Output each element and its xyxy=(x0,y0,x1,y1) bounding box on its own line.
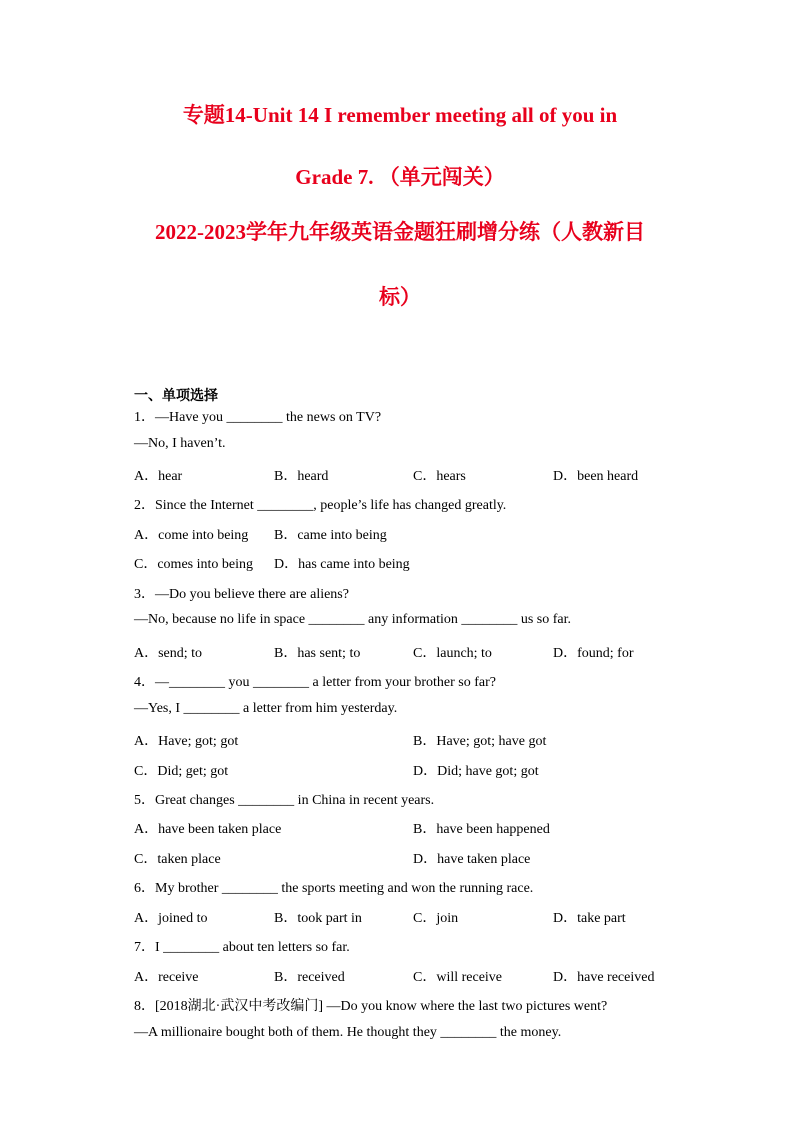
q6-option-d: D．take part xyxy=(553,911,626,926)
q5-option-d: D．have taken place xyxy=(413,852,531,867)
question-2-stem: 2．Since the Internet ________, people’s life has changed greatly. xyxy=(134,498,507,513)
title-line-4: 标） xyxy=(379,285,421,309)
q5-option-b: B．have been happened xyxy=(413,822,550,837)
title-line-3: 2022-2023学年九年级英语金题狂刷增分练（人教新目 xyxy=(155,220,645,244)
section-heading: 一、单项选择 xyxy=(134,388,218,404)
title-line-2: Grade 7. （单元闯关） xyxy=(295,165,505,189)
question-6-stem: 6．My brother ________ the sports meeting and won the running race. xyxy=(134,881,534,896)
q6-option-c: C．join xyxy=(413,911,459,926)
q5-option-a: A．have been taken place xyxy=(134,822,282,837)
q7-option-d: D．have received xyxy=(553,970,655,985)
q3-option-c: C．launch; to xyxy=(413,646,492,661)
question-3-stem: 3．—Do you believe there are aliens? xyxy=(134,587,349,602)
question-5-stem: 5．Great changes ________ in China in recent years. xyxy=(134,793,435,808)
question-1-reply: —No, I haven’t. xyxy=(134,436,226,451)
question-4-reply: —Yes, I ________ a letter from him yesterday. xyxy=(134,701,398,716)
q5-option-c: C．taken place xyxy=(134,852,221,867)
q7-option-b: B．received xyxy=(274,970,345,985)
q6-option-a: A．joined to xyxy=(134,911,208,926)
q2-option-d: D．has came into being xyxy=(274,557,410,572)
q4-option-a: A．Have; got; got xyxy=(134,734,239,749)
q1-option-c: C．hears xyxy=(413,469,466,484)
question-1-stem: 1．—Have you ________ the news on TV? xyxy=(134,410,382,425)
q2-option-b: B．came into being xyxy=(274,528,387,543)
question-7-stem: 7．I ________ about ten letters so far. xyxy=(134,940,350,955)
q6-option-b: B．took part in xyxy=(274,911,362,926)
q7-option-a: A．receive xyxy=(134,970,199,985)
title-line-1: 专题14-Unit 14 I remember meeting all of you in xyxy=(182,103,618,127)
q1-option-a: A．hear xyxy=(134,469,183,484)
q4-option-b: B．Have; got; have got xyxy=(413,734,547,749)
question-8-stem: 8．[2018湖北·武汉中考改编门] —Do you know where the last two pictures went? xyxy=(134,999,608,1014)
q2-option-a: A．come into being xyxy=(134,528,249,543)
q3-option-b: B．has sent; to xyxy=(274,646,361,661)
q3-option-a: A．send; to xyxy=(134,646,203,661)
q4-option-d: D．Did; have got; got xyxy=(413,764,539,779)
q7-option-c: C．will receive xyxy=(413,970,503,985)
q3-option-d: D．found; for xyxy=(553,646,634,661)
question-8-reply: —A millionaire bought both of them. He thought they ________ the money. xyxy=(134,1025,562,1040)
question-4-stem: 4．—________ you ________ a letter from your brother so far? xyxy=(134,675,496,690)
q2-option-c: C．comes into being xyxy=(134,557,253,572)
question-3-reply: —No, because no life in space ________ any information ________ us so far. xyxy=(134,612,572,627)
q1-option-b: B．heard xyxy=(274,469,329,484)
q4-option-c: C．Did; get; got xyxy=(134,764,229,779)
q1-option-d: D．been heard xyxy=(553,469,639,484)
